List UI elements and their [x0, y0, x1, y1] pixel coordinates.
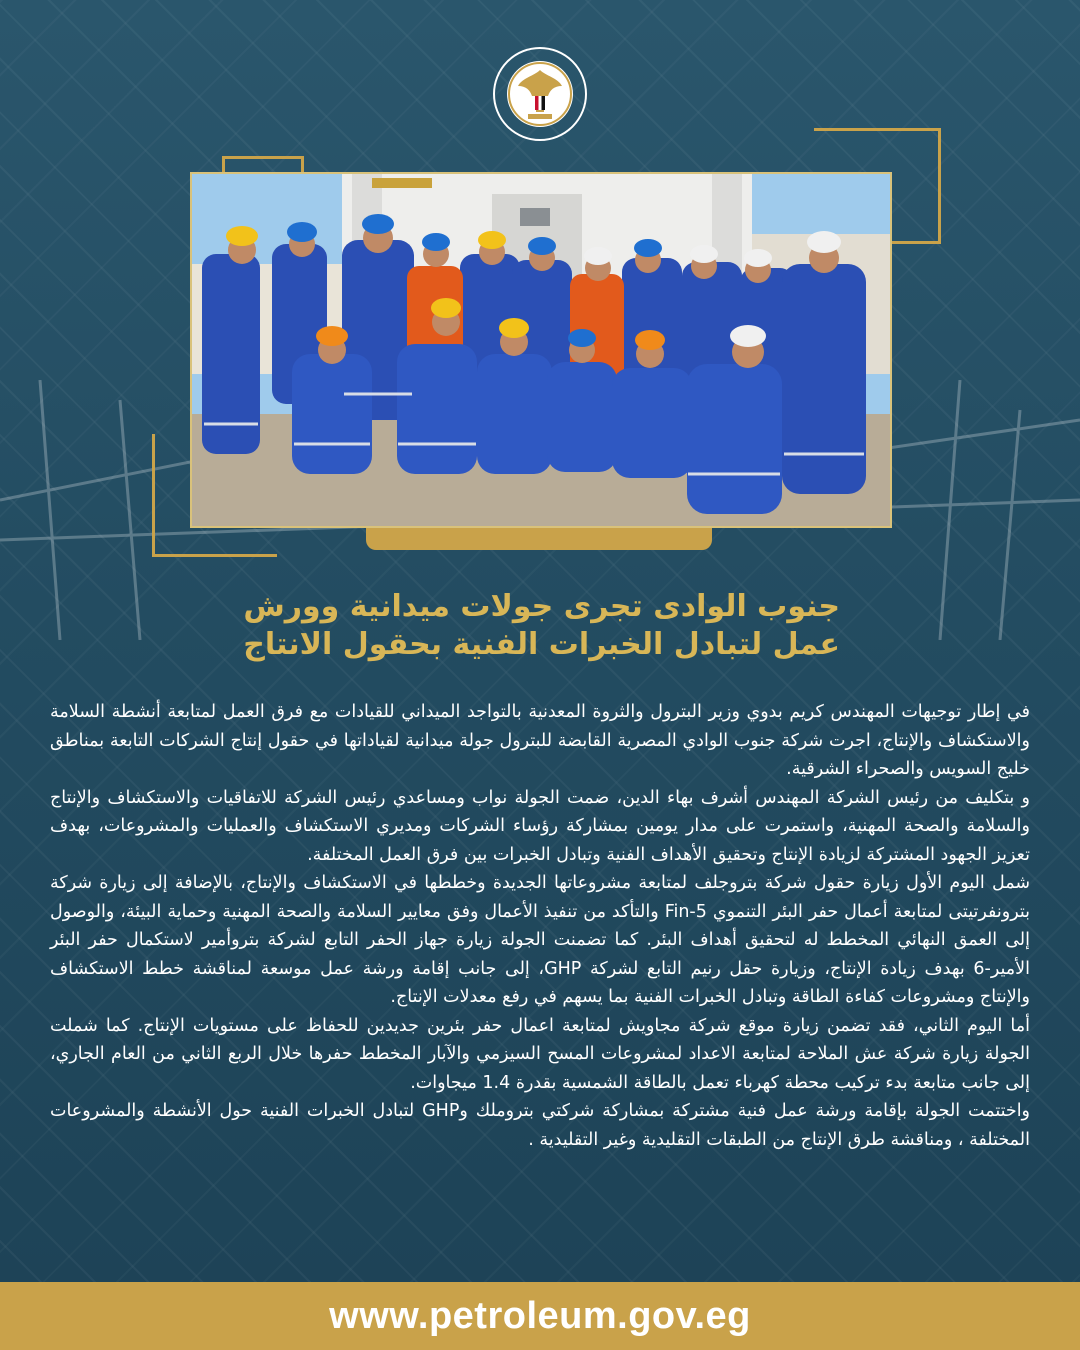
- paragraph-5: واختتمت الجولة بإقامة ورشة عمل فنية مشتركة بمشاركة شركتي بتروملك وGHP لتبادل الخبرات الفنية حول الأنشطة والمشروعات المختلفة ، ومناقشة طرق الإنتاج من الطبقات التقليدية وغير التقليدية .: [50, 1101, 1031, 1150]
- website-link[interactable]: www.petroleum.gov.eg: [329, 1294, 751, 1337]
- headline-line-1: جنوب الوادى تجرى جولات ميدانية وورش: [243, 589, 840, 624]
- footer-bar: [0, 1282, 1080, 1350]
- headline: [120, 588, 840, 664]
- paragraph-2: و بتكليف من رئيس الشركة المهندس أشرف بهاء الدين، ضمت الجولة نواب ومساعدي رئيس الشركة للاتفاقيات والاستكشاف والإنتاج والسلامة والصحة المهنية، واستمرت على مدار يومين بمشاركة رؤساء الشركات ومديري الاستكشاف والعمليات والمشروعات، بهدف تعزيز الجهود المشتركة لزيادة الإنتاج وتحقيق الأهداف الفنية وتبادل الخبرات بين فرق العمل المختلفة.: [50, 787, 1030, 865]
- team-photo: [190, 172, 892, 528]
- paragraph-3: شمل اليوم الأول زيارة حقول شركة بتروجلف لمتابعة مشروعاتها الجديدة وخططها في الاستكشاف والإنتاج، بالإضافة إلى زيارة شركة بترونفرتيتى لمتابعة أعمال حفر البئر التنموي Fin-5 والتأكد من تنفيذ الأعمال وفق معايير السلامة والصحة المهنية وحماية البيئة، والوصول إلى العمق النهائي المخطط له لتحقيق أهداف البئر. كما تضمنت الجولة زيارة جهاز الحفر التابع لشركة بتروأمير لاستكمال حفر البئر الأمير-6 بهدف زيادة الإنتاج، وزيارة حقل رنيم التابع لشركة GHP، إلى جانب إقامة ورشة عمل موسعة لمناقشة خطط الاستكشاف والإنتاج ومشروعات كفاءة الطاقة وتبادل الخبرات الفنية بما يسهم في رفع معدلات الإنتاج.: [50, 873, 1031, 1007]
- eagle-emblem-icon: [492, 46, 588, 142]
- paragraph-1: في إطار توجيهات المهندس كريم بدوي وزير البترول والثروة المعدنية بالتواجد الميداني للقيادات مع فرق العمل لمتابعة أنشطة السلامة والاستكشاف والإنتاج، اجرت شركة جنوب الوادي المصرية القابضة للبترول جولة ميدانية لقياداتها في حقول إنتاج الشركات التابعة بمناطق خليج السويس والصحراء الشرقية.: [50, 702, 1030, 779]
- article-body: [50, 698, 1030, 1154]
- headline-line-2: عمل لتبادل الخبرات الفنية بحقول الانتاج: [243, 627, 840, 662]
- paragraph-4: أما اليوم الثاني، فقد تضمن زيارة موقع شركة مجاويش لمتابعة اعمال حفر بئرين جديدين للحفاظ على مستويات الإنتاج. كما شملت الجولة زيارة شركة عش الملاحة لمتابعة الاعداد لمشروعات المسح السيزمي والآبار المخطط حفرها خلال الربع الثاني من العام الجاري، إلى جانب متابعة بدء تركيب محطة كهرباء تعمل بالطاقة الشمسية بقدرة 1.4 ميجاوات.: [50, 1015, 1030, 1093]
- ministry-logo: [492, 46, 588, 142]
